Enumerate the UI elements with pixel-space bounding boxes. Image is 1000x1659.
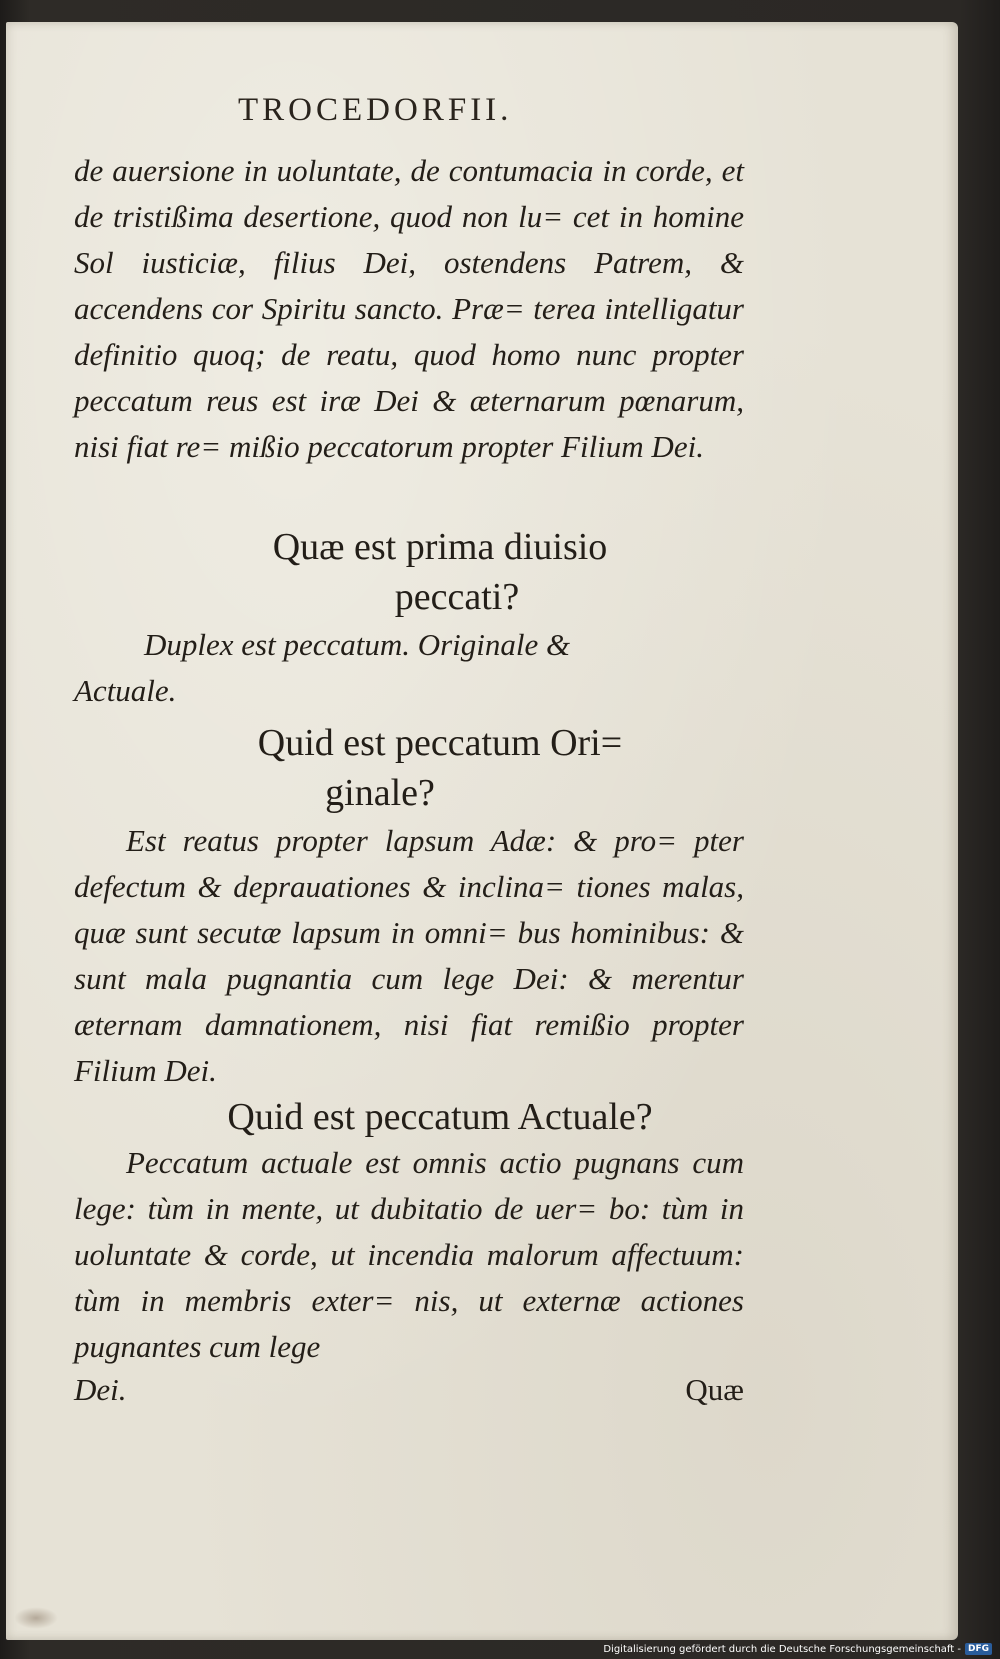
paragraph-originale-definition: Est reatus propter lapsum Adæ: & pro= pter defectum & deprauationes & inclina= tiones malas, quæ sunt secutæ lapsum in omni= bus hominibus: & sunt mala pugnantia cum lege Dei: & merentur æternam damnationem, nisi fiat remißio propter Filium Dei. <box>74 823 744 1088</box>
heading-line: peccati? <box>394 576 520 618</box>
heading-peccatum-actuale: Quid est peccatum Actuale? <box>227 1096 653 1138</box>
dfg-logo-icon: DFG <box>965 1643 992 1655</box>
catchword: Quæ <box>685 1372 744 1407</box>
paragraph-definition-continuation: de auersione in uoluntate, de contumacia in corde, et de tristißima desertione, quod non lu= cet in homine Sol iusticiæ, filius Dei, ostendens Patrem, & accendens cor Spiritu sancto. Præ= terea intelligatur definitio quoq; de reatu, quod homo nunc propter peccatum reus est iræ Dei & æternarum pœnarum, nisi fiat re= mißio peccatorum propter Filium Dei. <box>74 153 744 464</box>
digitization-credit <box>603 1643 992 1655</box>
running-head: TROCEDORFII. <box>238 92 513 128</box>
paragraph-duplex-peccatum <box>74 622 744 714</box>
page-stain <box>14 1607 58 1629</box>
paragraph-actuale-definition: Peccatum actuale est omnis actio pugnans cum lege: tùm in mente, ut dubitatio de uer= bo: tùm in uoluntate & corde, ut incendia malorum affectuum: tùm in membris exter= nis, ut externæ actiones pugnantes cum lege <box>74 1145 744 1364</box>
paragraph-line: Actuale. <box>74 673 177 708</box>
final-word: Dei. <box>74 1372 127 1407</box>
heading-line: Quæ est prima diuisio <box>272 526 608 568</box>
paragraph-line: Duplex est peccatum. Originale & <box>144 627 571 662</box>
heading-prima-diuisio <box>150 522 730 622</box>
heading-peccatum-originale <box>150 718 730 818</box>
credit-text: Digitalisierung gefördert durch die Deutsche Forschungsgemeinschaft - <box>603 1643 961 1655</box>
heading-line: ginale? <box>325 772 435 814</box>
heading-line: Quid est peccatum Ori= <box>257 722 623 764</box>
